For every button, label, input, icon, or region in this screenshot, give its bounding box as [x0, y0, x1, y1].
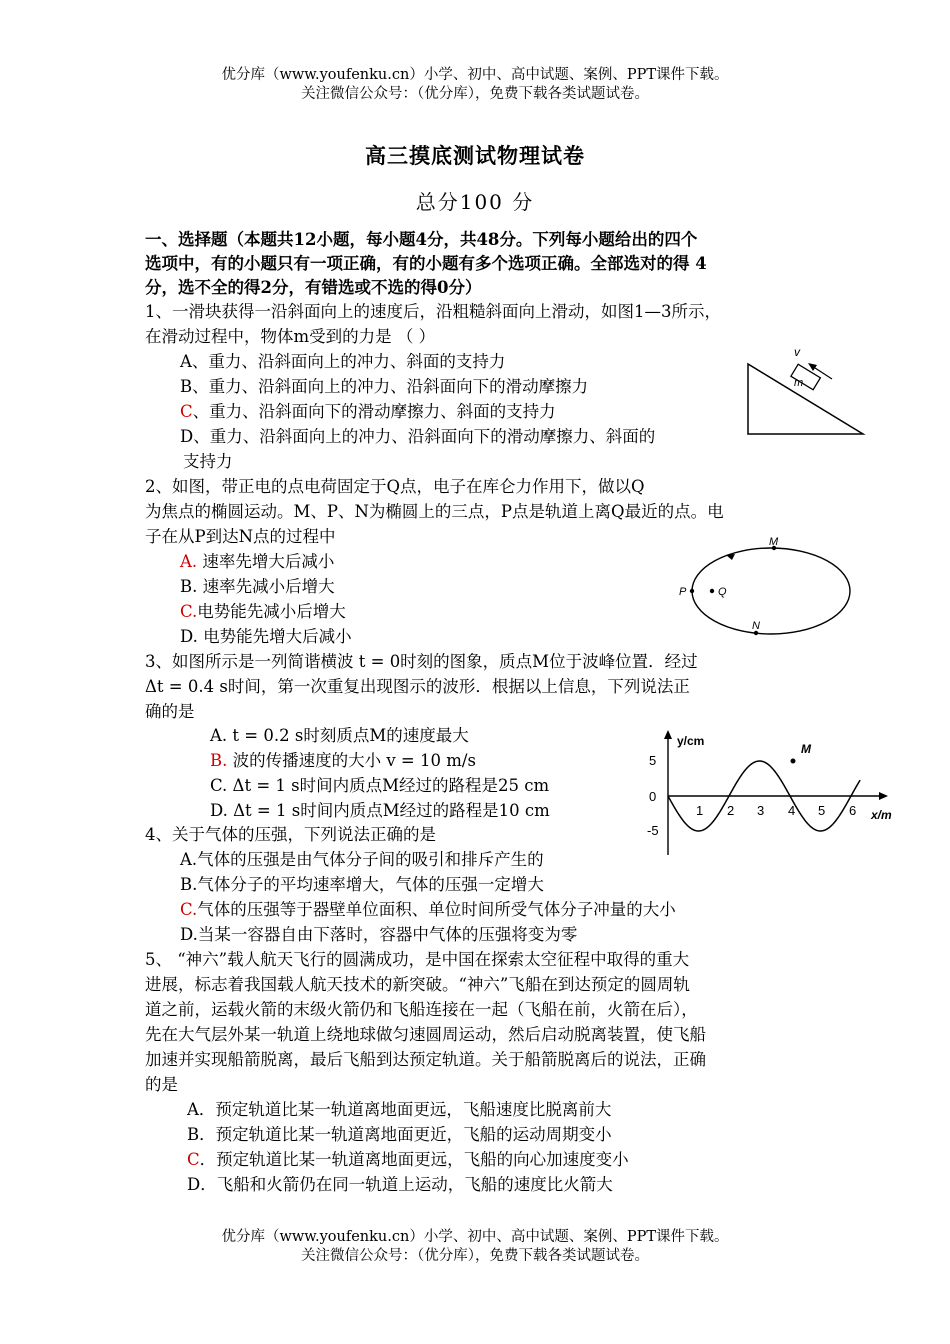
option-text: ．预定轨道比某一轨道离地面更近，飞船的运动周期变小 [199, 1125, 612, 1144]
section-heading-line: 分，选不全的得2分，有错选或不选的得0分） [145, 278, 482, 297]
question-5-stem: 的是 [145, 1075, 178, 1094]
option-text: 气体的压强等于器壁单位面积、单位时间所受气体分子冲量的大小 [197, 900, 676, 919]
point-p-dot [690, 589, 694, 593]
y-tick-label: -5 [647, 823, 659, 838]
question-3-option-d [210, 799, 550, 823]
option-text: 气体分子的平均速率增大，气体的压强一定增大 [197, 875, 544, 894]
question-5-stem: 加速并实现船箭脱离，最后飞船到达预定轨道。关于船箭脱离后的说法，正确 [145, 1050, 706, 1069]
wave-graph-figure [645, 725, 895, 865]
question-4-stem: 4、关于气体的压强，下列说法正确的是 [145, 825, 436, 844]
question-1-option-d-continued: 支持力 [183, 452, 233, 471]
orbit-direction-arrow [726, 554, 735, 560]
question-2-option-c [180, 600, 346, 624]
option-text: 电势能先增大后减小 [197, 627, 352, 646]
question-5-stem: 道之前，运载火箭的末级火箭仍和飞船连接在一起（飞船在前，火箭在后）， [145, 1000, 698, 1019]
option-text: Δt = 1 s时间内质点M经过的路程是10 cm [227, 801, 550, 820]
block-mass-label: m [794, 377, 804, 389]
question-4-option-d [180, 923, 577, 947]
question-4-option-a [180, 848, 544, 872]
question-1-option-d [180, 425, 655, 449]
option-letter: D [187, 1175, 201, 1194]
question-2-option-b [180, 575, 335, 599]
page-header [0, 66, 950, 104]
question-5-option-d [187, 1173, 613, 1197]
option-letter: B. [180, 875, 198, 894]
option-letter-answer: B. [210, 751, 228, 770]
option-letter: A [180, 352, 192, 371]
option-text: 气体的压强是由气体分子间的吸引和排斥产生的 [197, 850, 544, 869]
x-tick-label: 6 [849, 803, 857, 818]
option-letter: A. [210, 726, 228, 745]
option-letter-answer: C. [180, 900, 198, 919]
question-3-option-a [210, 724, 469, 748]
option-letter: C. [210, 776, 228, 795]
question-2-stem: 2、如图，带正电的点电荷固定于Q点，电子在库仑力作用下，做以Q [145, 477, 645, 496]
question-1-stem: 1、一滑块获得一沿斜面向上的速度后，沿粗糙斜面向上滑动，如图1—3所示， [145, 302, 721, 321]
option-letter-answer: C. [180, 602, 198, 621]
option-text: ．预定轨道比某一轨道离地面更远，飞船速度比脱离前大 [198, 1100, 612, 1119]
header-line-1: 优分库（www.youfenku.cn）小学、初中、高中试题、案例、PPT课件下载。 [221, 67, 729, 83]
question-3-option-b [210, 749, 476, 773]
option-text: 电势能先减小后增大 [197, 602, 346, 621]
question-3-option-c [210, 774, 549, 798]
point-m-dot [791, 759, 796, 764]
question-3-stem: 3、如图所示是一列简谐横波 t = 0时刻的图象，质点M位于波峰位置．经过 [145, 652, 698, 671]
x-tick-label: 5 [818, 803, 826, 818]
option-text: Δt = 1 s时间内质点M经过的路程是25 cm [227, 776, 550, 795]
question-1-option-c [180, 400, 556, 424]
header-line-2: 关注微信公众号：（优分库），免费下载各类试题试卷。 [301, 86, 649, 102]
question-5-stem: 5、 “神六”载人航天飞行的圆满成功，是中国在探索太空征程中取得的重大 [145, 950, 690, 969]
option-letter-answer: C [180, 402, 193, 421]
option-letter: D [180, 427, 194, 446]
question-2-stem: 为焦点的椭圆运动。M、P、N为椭圆上的三点，P点是轨道上离Q最近的点。电 [145, 502, 724, 521]
question-3-stem: 确的是 [145, 702, 195, 721]
option-letter: A [187, 1100, 199, 1119]
option-text: 、重力、沿斜面向上的冲力、沿斜面向下的滑动摩擦力 [192, 377, 589, 396]
option-text: ．飞船和火箭仍在同一轨道上运动，飞船的速度比火箭大 [200, 1175, 613, 1194]
exam-title: 高三摸底测试物理试卷 [365, 143, 585, 168]
question-5-stem: 先在大气层外某一轨道上绕地球做匀速圆周运动，然后启动脱离装置，使飞船 [145, 1025, 706, 1044]
option-text: ．预定轨道比某一轨道离地面更远，飞船的向心加速度变小 [199, 1150, 629, 1169]
velocity-arrowhead [808, 363, 817, 371]
option-letter: D. [180, 925, 198, 944]
x-tick-label: 2 [727, 803, 735, 818]
page-footer [0, 1228, 950, 1266]
option-letter: B [180, 377, 193, 396]
point-p-label: P [679, 586, 687, 598]
point-n-label: N [752, 620, 760, 632]
question-1-option-a [180, 350, 505, 374]
option-text: 速率先减小后增大 [197, 577, 335, 596]
question-5-option-a [187, 1098, 611, 1122]
footer-line-2: 关注微信公众号：（优分库），免费下载各类试题试卷。 [301, 1248, 649, 1264]
option-text: 、重力、沿斜面向下的滑动摩擦力、斜面的支持力 [192, 402, 556, 421]
question-1-option-b [180, 375, 588, 399]
option-letter: D. [210, 801, 228, 820]
y-axis-label: y/cm [677, 734, 705, 748]
question-2-option-d [180, 625, 352, 649]
question-1-stem: 在滑动过程中，物体m受到的力是 （ ） [145, 327, 436, 346]
question-5-stem: 进展，标志着我国载人航天技术的新突破。“神六”飞船在到达预定的圆周轨 [145, 975, 690, 994]
option-text: t = 0.2 s时刻质点M的速度最大 [227, 726, 469, 745]
point-q-label: Q [718, 586, 727, 598]
question-2-stem: 子在从P到达N点的过程中 [145, 527, 336, 546]
option-letter: B. [180, 577, 198, 596]
option-letter: D. [180, 627, 198, 646]
section-heading-line: 一、选择题（本题共12小题，每小题4分，共48分。下列每小题给出的四个 [145, 230, 698, 249]
option-text: 波的传播速度的大小 v = 10 m/s [227, 751, 476, 770]
option-text: 、重力、沿斜面向上的冲力、斜面的支持力 [191, 352, 506, 371]
option-letter-answer: A. [180, 552, 198, 571]
point-m-label: M [801, 742, 811, 756]
section-heading-line: 选项中，有的小题只有一项正确，有的小题有多个选项正确。全部选对的得 4 [145, 254, 707, 273]
option-letter-answer: C [187, 1150, 200, 1169]
option-text: 速率先增大后减小 [197, 552, 335, 571]
incline-figure [740, 342, 870, 438]
option-letter: B [187, 1125, 200, 1144]
question-4-option-c [180, 898, 676, 922]
velocity-label: v [794, 345, 800, 359]
option-letter: A. [180, 850, 198, 869]
option-text: 、重力、沿斜面向上的冲力、沿斜面向下的滑动摩擦力、斜面的 [193, 427, 656, 446]
footer-line-1: 优分库（www.youfenku.cn）小学、初中、高中试题、案例、PPT课件下载。 [221, 1229, 729, 1245]
x-axis-arrow [879, 792, 888, 800]
question-2-option-a [180, 550, 334, 574]
y-tick-label: 5 [649, 753, 657, 768]
exam-subtitle: 总分100 分 [415, 190, 535, 214]
x-axis-label: x/m [871, 808, 892, 822]
x-tick-label: 3 [757, 803, 765, 818]
question-5-option-c [187, 1148, 629, 1172]
elliptical-orbit-figure [672, 533, 852, 638]
x-tick-label: 4 [788, 803, 796, 818]
question-5-option-b [187, 1123, 612, 1147]
y-tick-label: 0 [649, 789, 657, 804]
question-3-stem: Δt = 0.4 s时间，第一次重复出现图示的波形．根据以上信息，下列说法正 [145, 677, 690, 696]
y-axis-arrow [664, 730, 672, 739]
x-tick-label: 1 [696, 803, 704, 818]
point-q-dot [710, 589, 714, 593]
option-text: 当某一容器自由下落时，容器中气体的压强将变为零 [197, 925, 578, 944]
question-4-option-b [180, 873, 544, 897]
orbit-ellipse [692, 548, 850, 634]
point-m-label: M [769, 536, 779, 548]
